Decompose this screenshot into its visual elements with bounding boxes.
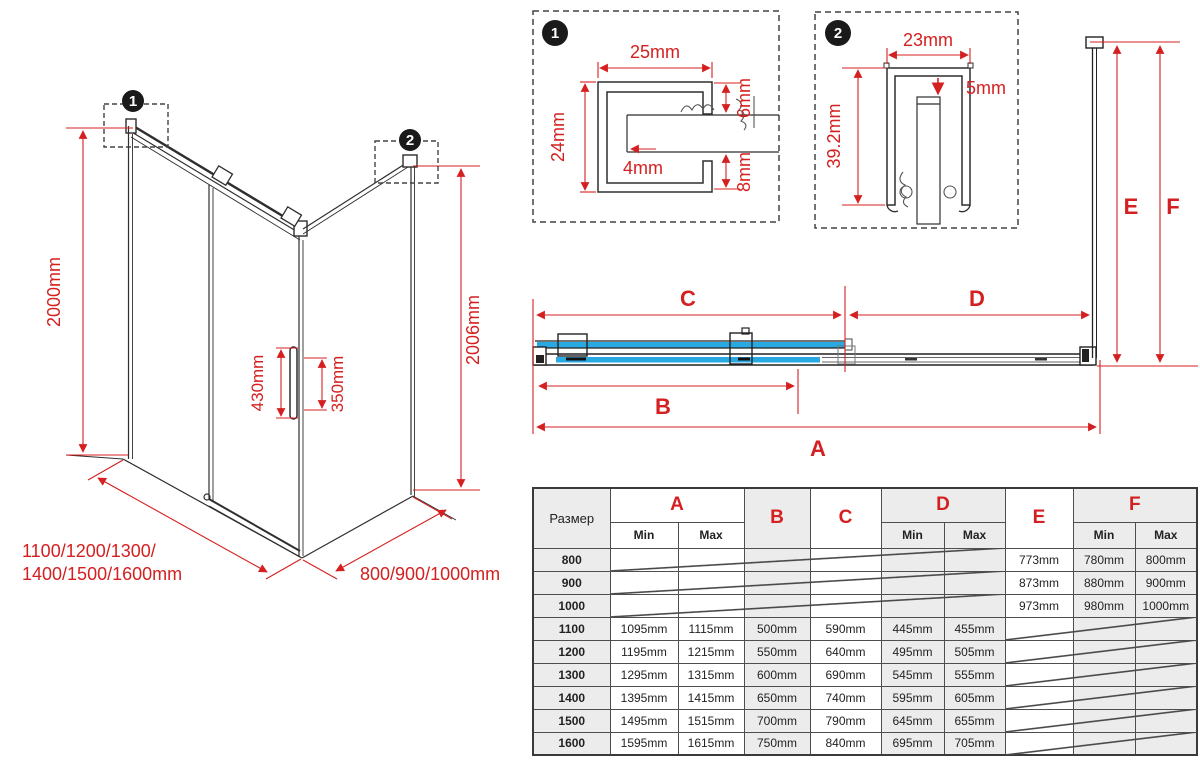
empty-cell [1073, 686, 1135, 709]
size-cell: 1600 [533, 732, 610, 755]
empty-cell [944, 594, 1005, 617]
track-detail-dash3 [905, 358, 917, 361]
side-top-edge-inner [303, 167, 408, 234]
detail-view-2 [815, 12, 1018, 228]
fixed-glass-plan [556, 357, 820, 363]
empty-cell [1005, 709, 1073, 732]
detail1-bottomgap-label: 8mm [734, 152, 754, 192]
c-cell: 790mm [810, 709, 881, 732]
side-height-label: 2006mm [463, 294, 483, 366]
size-cell: 1100 [533, 617, 610, 640]
c-cell: 590mm [810, 617, 881, 640]
roller-wheel-right [944, 186, 956, 198]
iso-markers [104, 90, 438, 183]
e-cell: 773mm [1005, 548, 1073, 571]
empty-cell [1135, 709, 1197, 732]
col-header-e: E [1005, 488, 1073, 548]
detail1-marker-number: 1 [550, 25, 560, 42]
size-cell: 800 [533, 548, 610, 571]
table-row [533, 594, 1197, 617]
table-row [533, 571, 1197, 594]
label-b: B [655, 394, 671, 419]
door-end-cap [845, 339, 852, 350]
track-detail-dash2 [738, 358, 750, 361]
detail1-offset-label: 4mm [623, 158, 663, 178]
b-cell: 500mm [744, 617, 810, 640]
a-max-cell: 1115mm [678, 617, 744, 640]
wall-profile-cap [403, 155, 417, 167]
c-cell: 690mm [810, 663, 881, 686]
b-cell: 700mm [744, 709, 810, 732]
size-table-container [532, 487, 1198, 756]
table-row [533, 709, 1197, 732]
a-min-cell: 1295mm [610, 663, 678, 686]
a-max-cell: 1315mm [678, 663, 744, 686]
label-f: F [1166, 194, 1180, 219]
empty-cell [1073, 732, 1135, 755]
c-cell: 840mm [810, 732, 881, 755]
empty-cell [678, 571, 744, 594]
empty-cell [881, 594, 944, 617]
table-row [533, 686, 1197, 709]
front-height-label: 2000mm [44, 256, 64, 328]
dim-depth-options [336, 510, 446, 571]
label-e: E [1123, 194, 1139, 219]
depth-options-label: 800/900/1000mm [360, 564, 501, 584]
door-glass-plan [537, 342, 847, 348]
detail1-height-label: 24mm [548, 111, 568, 163]
a-max-cell: 1415mm [678, 686, 744, 709]
col-header-f: F [1073, 488, 1197, 522]
empty-cell [1005, 640, 1073, 663]
d-min-cell: 695mm [881, 732, 944, 755]
col-header-b: B [744, 488, 810, 548]
size-cell: 1500 [533, 709, 610, 732]
dim-ext [266, 559, 301, 579]
label-c: C [680, 286, 696, 311]
f-min-cell: 880mm [1073, 571, 1135, 594]
a-min-cell: 1095mm [610, 617, 678, 640]
dim-ext [413, 497, 452, 519]
f-max-header: Max [1135, 522, 1197, 548]
empty-cell [1135, 617, 1197, 640]
empty-cell [1005, 686, 1073, 709]
size-cell: 1200 [533, 640, 610, 663]
width-options-line1: 1100/1200/1300/ [22, 541, 156, 561]
floor-side-edge [302, 496, 413, 558]
empty-cell [678, 594, 744, 617]
empty-cell [610, 571, 678, 594]
a-max-cell: 1515mm [678, 709, 744, 732]
d-min-cell: 495mm [881, 640, 944, 663]
empty-cell [1073, 617, 1135, 640]
empty-cell [610, 594, 678, 617]
empty-cell [881, 548, 944, 571]
empty-cell [944, 548, 1005, 571]
empty-cell [810, 548, 881, 571]
wall-profile-left-inner [536, 355, 544, 363]
a-max-cell: 1215mm [678, 640, 744, 663]
table-row [533, 617, 1197, 640]
glass-top-edge [131, 137, 300, 240]
floor-ext-left [66, 455, 123, 459]
empty-cell [944, 571, 1005, 594]
table-row [533, 663, 1197, 686]
size-table [532, 487, 1198, 756]
e-cell: 873mm [1005, 571, 1073, 594]
side-top-edge [303, 162, 408, 229]
b-cell: 550mm [744, 640, 810, 663]
d-max-cell: 605mm [944, 686, 1005, 709]
empty-cell [881, 571, 944, 594]
label-a: A [810, 436, 826, 461]
empty-cell [744, 571, 810, 594]
table-row [533, 548, 1197, 571]
d-max-cell: 655mm [944, 709, 1005, 732]
b-cell: 600mm [744, 663, 810, 686]
c-cell: 740mm [810, 686, 881, 709]
e-cell: 973mm [1005, 594, 1073, 617]
f-max-cell: 1000mm [1135, 594, 1197, 617]
a-max-header: Max [678, 522, 744, 548]
dim-ext [88, 460, 123, 480]
handle-grip-label: 350mm [328, 355, 347, 413]
detail1-topgap-label: 6mm [734, 78, 754, 118]
dim-ext [303, 560, 337, 579]
door-bottom-rail [209, 499, 300, 551]
d-min-cell: 445mm [881, 617, 944, 640]
roller-squiggle [900, 172, 908, 207]
d-max-cell: 505mm [944, 640, 1005, 663]
d-max-cell: 705mm [944, 732, 1005, 755]
empty-cell [1135, 663, 1197, 686]
empty-cell [1135, 640, 1197, 663]
d-min-cell: 645mm [881, 709, 944, 732]
table-row [533, 640, 1197, 663]
size-cell: 1300 [533, 663, 610, 686]
empty-cell [810, 571, 881, 594]
col-header-d: D [881, 488, 1005, 522]
f-min-cell: 780mm [1073, 548, 1135, 571]
d-max-cell: 455mm [944, 617, 1005, 640]
f-min-header: Min [1073, 522, 1135, 548]
a-max-cell: 1615mm [678, 732, 744, 755]
empty-cell [1135, 686, 1197, 709]
empty-cell [744, 594, 810, 617]
track-detail-dash1 [566, 358, 586, 361]
size-cell: 1400 [533, 686, 610, 709]
a-min-cell: 1395mm [610, 686, 678, 709]
b-cell: 650mm [744, 686, 810, 709]
empty-cell [678, 548, 744, 571]
header-rail-bottom [130, 131, 301, 234]
label-d: D [969, 286, 985, 311]
detail2-height-label: 39.2mm [824, 103, 844, 169]
corner-block-inner [1082, 349, 1089, 362]
col-header-c: C [810, 488, 881, 548]
detail2-gap-label: 5mm [966, 78, 1006, 98]
marker2-number: 2 [405, 132, 415, 149]
a-min-cell: 1595mm [610, 732, 678, 755]
glass-section [917, 97, 940, 224]
empty-cell [744, 548, 810, 571]
detail2-width-label: 23mm [902, 30, 954, 50]
profile-foot-right [959, 205, 970, 212]
empty-cell [1073, 663, 1135, 686]
profile-foot-left [887, 205, 898, 212]
col-header-a: A [610, 488, 744, 522]
f-max-cell: 900mm [1135, 571, 1197, 594]
f-min-cell: 980mm [1073, 594, 1135, 617]
f-max-cell: 800mm [1135, 548, 1197, 571]
a-min-cell: 1195mm [610, 640, 678, 663]
empty-cell [1073, 709, 1135, 732]
empty-cell [1005, 732, 1073, 755]
empty-cell [1005, 663, 1073, 686]
width-options-line2: 1400/1500/1600mm [22, 564, 183, 584]
empty-cell [1073, 640, 1135, 663]
plan-dimension-labels [655, 194, 1180, 461]
d-min-header: Min [881, 522, 944, 548]
d-min-cell: 595mm [881, 686, 944, 709]
rail-end-cap-left [126, 119, 136, 133]
empty-cell [1005, 617, 1073, 640]
c-cell: 640mm [810, 640, 881, 663]
track-detail-dash4 [1035, 358, 1047, 361]
empty-cell [610, 548, 678, 571]
marker1-number: 1 [128, 93, 138, 110]
plan-dimensions [533, 42, 1198, 434]
detail1-width-label: 25mm [629, 42, 681, 62]
a-min-cell: 1495mm [610, 709, 678, 732]
handle-length-label: 430mm [248, 354, 267, 412]
size-cell: 1000 [533, 594, 610, 617]
empty-cell [810, 594, 881, 617]
size-cell: 900 [533, 571, 610, 594]
d-max-cell: 555mm [944, 663, 1005, 686]
b-cell: 750mm [744, 732, 810, 755]
table-row [533, 732, 1197, 755]
d-min-cell: 545mm [881, 663, 944, 686]
detail-view-1 [533, 11, 779, 222]
door-handle [290, 347, 297, 419]
d-max-header: Max [944, 522, 1005, 548]
empty-cell [1135, 732, 1197, 755]
size-column-header: Размер [533, 488, 610, 548]
a-min-header: Min [610, 522, 678, 548]
detail2-marker-number: 2 [833, 25, 843, 42]
